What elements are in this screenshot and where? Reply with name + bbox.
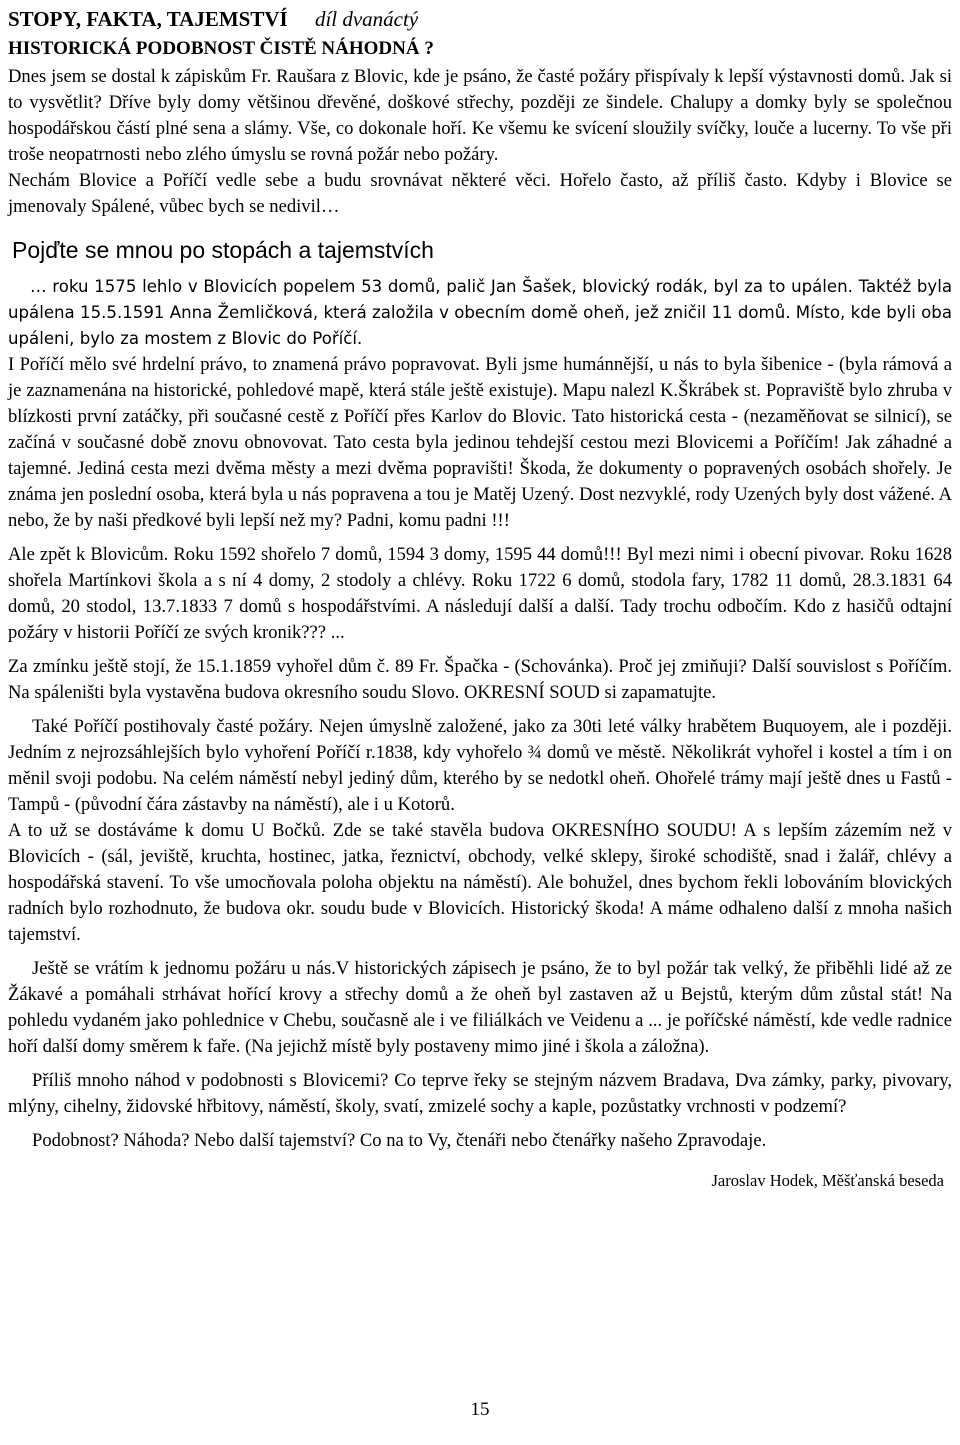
page-number: 15 (470, 1399, 490, 1420)
series-header (8, 4, 952, 34)
series-part: díl dvanáctý (314, 7, 419, 31)
series-title: STOPY, FAKTA, TAJEMSTVÍ (8, 7, 288, 31)
body-paragraph-2: I Poříčí mělo své hrdelní právo, to znamená právo popravovat. Byli jsme humánnější, u nás to byla šibenice - (byla rámová a je zaznamenána na historické, pohledové mapě, která stále ještě existuje). Mapu nalezl K.Škrábek st. Popraviště bylo zhruba v blízkosti první zatáčky, při současné cestě z Poříčí přes Karlov do Blovic. Tato historická cesta - (nezaměňovat se silnicí), se začíná v současné době znovu obnovovat. Tato cesta byla jedinou tehdejší cestou mezi Blovicemi a Poříčím! Jak záhadné a tajemné. Jediná cesta mezi dvěma městy a mezi dvěma popravišti! Škoda, že dokumenty o popravených osobách shořely. Je známa jen poslední osoba, která byla u nás popravena a tou je Matěj Uzený. Dost nezvyklé, rody Uzených byly dost vážené. A nebo, že by naši předkové byli lepší než my? Padni, komu padni !!! (8, 354, 952, 531)
author-signature: Jaroslav Hodek, Měšťanská beseda (711, 1171, 944, 1190)
body-paragraph-7: Ještě se vrátím k jednomu požáru u nás.V historických zápisech je psáno, že to byl požár tak velký, že přiběhli lidé až ze Žákavé a pomáhali strhávat hořící krovy a střechy domů a že oheň byl zastaven až u Bejstů, kterým dům zůstal stát! Na pohledu vydaném jako pohlednice v Chebu, současně ale i ve filiálkách ve Veidenu a ... je poříčské náměstí, kde vedle radnice hoří další domy směrem k faře. (Na jejichž místě byly postaveny mimo jiné i škola a záložna). (8, 958, 952, 1057)
article-headline: HISTORICKÁ PODOBNOST ČISTĚ NÁHODNÁ ? (8, 38, 434, 59)
intro-paragraph-1: Dnes jsem se dostal k zápiskům Fr. Raušara z Blovic, kde je psáno, že časté požáry přispívaly k lepší výstavnosti domů. Jak si to vysvětlit? Dříve byly domy většinou dřevěné, doškové střechy, později ze šindele. Chalupy a domky byly se společnou hospodářskou částí plné sena a slámy. Vše, co dokonale hoří. Ke všemu ke svícení sloužily svíčky, louče a lucerny. To vše při troše neopatrnosti nebo zlého úmyslu se rovná požár nebo požáry. (8, 66, 952, 165)
intro-paragraph-2: Nechám Blovice a Poříčí vedle sebe a budu srovnávat některé věci. Hořelo často, až příliš často. Kdyby i Blovice se jmenovaly Spálené, vůbec bych se nedivil… (8, 170, 952, 217)
body-paragraph-4: Za zmínku ještě stojí, že 15.1.1859 vyhořel dům č. 89 Fr. Špačka - (Schovánka). Proč jej zmiňuji? Další souvislost s Poříčím. Na spáleništi byla vystavěna budova okresního soudu Slovo. OKRESNÍ SOUD si zapamatujte. (8, 656, 952, 703)
body-paragraph-9: Podobnost? Náhoda? Nebo další tajemství? Co na to Vy, čtenáři nebo čtenářky našeho Zpravodaje. (32, 1130, 767, 1151)
body-paragraph-1: … roku 1575 lehlo v Blovicích popelem 53 domů, palič Jan Šašek, blovický rodák, byl za to upálen. Taktéž byla upálena 15.5.1591 Anna Žemličková, která založila v obecním domě oheň, jež zničil 11 domů. Místo, kde byli oba upáleni, bylo za mostem z Blovic do Poříčí. (8, 277, 952, 348)
body-paragraph-3: Ale zpět k Blovicům. Roku 1592 shořelo 7 domů, 1594 3 domy, 1595 44 domů!!! Byl mezi nimi i obecní pivovar. Roku 1628 shořela Martínkovi škola a s ní 4 domy, 2 stodoly a chlévy. Roku 1722 6 domů, stodola fary, 1782 11 domů, 28.3.1831 64 domů, 20 stodol, 13.7.1833 7 domů s hospodářstvími. A následují další a další. Tady trochu odbočím. Kdo z hasičů odtajní požáry v historii Poříčí ze svých kronik??? ... (8, 544, 952, 643)
body-paragraph-5: Také Poříčí postihovaly časté požáry. Nejen úmyslně založené, jako za 30ti leté války hrabětem Buquoyem, ale i později. Jedním z nejrozsáhlejších bylo vyhoření Poříčí r.1838, kdy vyhořelo ¾ domů ve městě. Několikrát vyhořel i kostel a tím i on měnil svoji podobu. Na celém náměstí nebyl jediný dům, kterého by se nedotkl oheň. Ohořelé trámy mají ještě dnes u Fastů - Tampů - (původní čára zástavby na náměstí), ale i u Kotorů. (8, 716, 952, 815)
section-title: Pojďte se mnou po stopách a tajemstvích (12, 237, 434, 263)
body-paragraph-6: A to už se dostáváme k domu U Bočků. Zde se také stavěla budova OKRESNÍHO SOUDU! A s lepším zázemím než v Blovicích - (sál, jeviště, kruchta, hostinec, jatka, řeznictví, obchody, velké sklepy, široké schodiště, snad i žalář, chlévy a hospodářská stavení. To vše umocňovala poloha objektu na náměstí). Ale bohužel, dnes bychom řekli lobováním blovických radních bylo rozhodnuto, že budova okr. soudu bude v Blovicích. Historický škoda! A máme odhaleno další z mnoha našich tajemství. (8, 820, 952, 945)
body-paragraph-8: Příliš mnoho náhod v podobnosti s Blovicemi? Co teprve řeky se stejným názvem Bradava, Dva zámky, parky, pivovary, mlýny, cihelny, židovské hřbitovy, náměstí, školy, svatí, zmizelé sochy a kaple, pozůstatky vrchnosti v podzemí? (8, 1070, 952, 1117)
